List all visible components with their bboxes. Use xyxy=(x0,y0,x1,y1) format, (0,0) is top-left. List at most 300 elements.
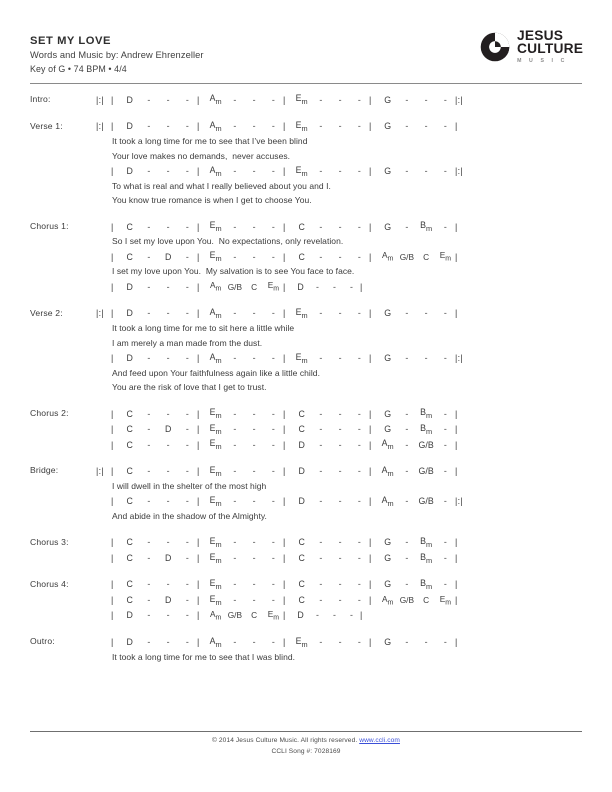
beat-hold: - xyxy=(443,466,447,477)
measure xyxy=(283,352,369,365)
beat-hold: - xyxy=(357,221,361,232)
beats xyxy=(378,95,455,105)
barline: | xyxy=(283,424,286,435)
barline: | xyxy=(369,579,372,590)
barline: | xyxy=(369,424,372,435)
chord-line xyxy=(96,119,582,135)
chord-symbol: G/B xyxy=(418,439,434,450)
beat-hold: - xyxy=(185,594,189,605)
measure xyxy=(197,120,283,133)
beats xyxy=(206,609,283,622)
chord-symbol: $E_m$ xyxy=(209,422,222,436)
beat-hold: - xyxy=(443,353,447,363)
section-chorus4 xyxy=(30,577,582,624)
section-spacer xyxy=(30,108,582,119)
chord-symbol: $E_m$ xyxy=(295,164,308,178)
section-spacer xyxy=(30,295,582,306)
beat-hold: - xyxy=(166,439,170,450)
measure xyxy=(197,495,283,508)
measure xyxy=(283,496,369,506)
beat-hold: - xyxy=(338,537,342,548)
chord-symbol: $E_m$ xyxy=(439,250,452,264)
beat-hold: - xyxy=(252,408,256,419)
logo-line-culture: CULTURE xyxy=(517,40,584,56)
ccli-website-link[interactable]: www.ccli.com xyxy=(359,737,400,744)
repeat-end-mark: | xyxy=(455,121,458,132)
barline: | xyxy=(111,537,114,548)
beat-hold: - xyxy=(338,221,342,232)
beats xyxy=(206,352,283,365)
chord-symbol: $A_m$ xyxy=(209,351,222,365)
beats xyxy=(292,307,369,320)
section-intro xyxy=(30,92,582,108)
measure xyxy=(369,637,455,647)
section-verse1 xyxy=(30,119,582,208)
barline: | xyxy=(197,353,200,363)
section-label: Chorus 2: xyxy=(30,407,69,418)
measure xyxy=(283,466,369,476)
beat-hold: - xyxy=(443,221,447,232)
chord-symbol: C xyxy=(423,594,430,605)
measure xyxy=(197,250,283,263)
chord-symbol: C xyxy=(251,610,258,621)
repeat-end-mark: | xyxy=(455,552,458,563)
barline: | xyxy=(197,424,200,435)
barline: | xyxy=(197,94,200,105)
chord-line xyxy=(96,421,582,437)
beat-hold: - xyxy=(166,165,170,176)
beat-hold: - xyxy=(319,424,323,435)
beat-hold: - xyxy=(333,610,336,621)
beat-hold: - xyxy=(185,251,189,262)
section-lines xyxy=(96,92,582,108)
chord-symbol: D xyxy=(126,165,133,176)
measure xyxy=(111,466,197,476)
beats xyxy=(120,409,197,419)
barline: | xyxy=(197,121,200,132)
section-lines xyxy=(96,634,582,664)
beats xyxy=(378,166,455,176)
measure xyxy=(111,353,197,363)
repeat-end-mark: | xyxy=(455,424,458,435)
beat-hold: - xyxy=(443,537,447,548)
chord-line xyxy=(96,219,582,235)
beat-hold: - xyxy=(271,353,275,363)
measure xyxy=(283,282,369,292)
section-spacer xyxy=(30,452,582,463)
beat-hold: - xyxy=(350,281,353,292)
beats xyxy=(120,252,197,262)
beats xyxy=(120,553,197,563)
barline: | xyxy=(197,165,200,176)
beat-hold: - xyxy=(252,251,256,262)
measure xyxy=(197,536,283,549)
beats xyxy=(292,93,369,106)
document-footer xyxy=(0,736,612,757)
measure xyxy=(197,578,283,591)
chord-symbol: D xyxy=(297,610,304,621)
beat-hold: - xyxy=(233,424,237,435)
beat-hold: - xyxy=(357,552,361,563)
measure xyxy=(369,220,455,233)
beat-hold: - xyxy=(271,579,275,590)
chord-symbol: G xyxy=(384,308,392,319)
measure xyxy=(283,579,369,589)
section-lines xyxy=(96,119,582,208)
ccli-song-number: CCLI Song #: 7028169 xyxy=(271,748,341,755)
barline: | xyxy=(360,610,363,621)
beat-hold: - xyxy=(338,594,342,605)
beat-hold: - xyxy=(338,579,342,590)
beat-hold: - xyxy=(185,281,189,292)
beat-hold: - xyxy=(316,610,319,621)
section-lines xyxy=(96,577,582,624)
measure xyxy=(283,553,369,563)
beat-hold: - xyxy=(357,594,361,605)
beat-hold: - xyxy=(443,165,447,176)
chord-symbol: $E_m$ xyxy=(439,593,452,607)
section-lines xyxy=(96,306,582,395)
barline: | xyxy=(111,165,114,176)
beat-hold: - xyxy=(166,121,170,132)
barline: | xyxy=(369,353,372,363)
barline: | xyxy=(369,594,372,605)
measure xyxy=(283,636,369,649)
beats xyxy=(206,465,283,478)
section-verse2 xyxy=(30,306,582,395)
lyric-line: And feed upon Your faithfulness again like a little child. xyxy=(112,367,320,378)
repeat-end-mark: | xyxy=(455,439,458,450)
beats xyxy=(120,466,197,476)
chord-symbol: $B_m$ xyxy=(420,407,433,421)
lyric-line: You are the risk of love that I get to trust. xyxy=(112,382,267,393)
beats xyxy=(120,595,197,605)
beat-hold: - xyxy=(405,439,409,450)
barline: | xyxy=(283,94,286,105)
barline: | xyxy=(111,636,114,647)
beat-hold: - xyxy=(147,121,151,132)
chord-symbol: G xyxy=(384,636,392,647)
beat-hold: - xyxy=(185,424,189,435)
song-credit: Words and Music by: Andrew Ehrenzeller xyxy=(30,50,204,60)
measure xyxy=(283,252,369,262)
barline: | xyxy=(369,552,372,563)
chord-line xyxy=(96,577,582,593)
beat-hold: - xyxy=(405,496,409,507)
section-spacer xyxy=(30,566,582,577)
beat-hold: - xyxy=(252,308,256,319)
barline: | xyxy=(111,94,114,105)
section-label: Chorus 3: xyxy=(30,536,69,547)
beat-hold: - xyxy=(166,221,170,232)
measure xyxy=(197,352,283,365)
section-chorus3 xyxy=(30,535,582,566)
chord-symbol: $E_m$ xyxy=(209,494,222,508)
beat-hold: - xyxy=(350,610,353,621)
section-bridge xyxy=(30,463,582,523)
beat-hold: - xyxy=(185,353,189,363)
chord-symbol: C xyxy=(298,594,305,605)
measure xyxy=(283,610,369,620)
beats xyxy=(120,282,197,292)
beats xyxy=(292,553,369,563)
measure xyxy=(283,440,369,450)
chord-symbol: $E_m$ xyxy=(267,609,280,622)
beat-hold: - xyxy=(424,94,428,105)
beats xyxy=(378,578,455,591)
beat-hold: - xyxy=(333,281,336,292)
measure xyxy=(369,308,455,318)
measure xyxy=(283,93,369,106)
repeat-end-mark: | xyxy=(455,594,458,605)
section-chorus1 xyxy=(30,219,582,295)
chord-symbol: G xyxy=(384,552,392,563)
logo-wordmark xyxy=(517,30,582,65)
beat-hold: - xyxy=(338,439,342,450)
chord-symbol: $B_m$ xyxy=(420,578,433,591)
chord-symbol: C xyxy=(298,251,305,262)
lyric-line: And abide in the shadow of the Almighty. xyxy=(112,511,267,522)
beat-hold: - xyxy=(316,281,319,292)
lyric-line: It took a long time for me to see that I’ve been blind xyxy=(112,136,308,146)
measure xyxy=(111,252,197,262)
chord-symbol: $E_m$ xyxy=(209,536,222,549)
measure xyxy=(369,495,455,508)
barline: | xyxy=(111,466,114,477)
chord-symbol: $A_m$ xyxy=(209,119,222,133)
repeat-end-mark: | xyxy=(455,537,458,548)
chord-symbol: G xyxy=(384,579,392,590)
measure xyxy=(283,307,369,320)
beats xyxy=(120,637,197,647)
beat-hold: - xyxy=(405,353,409,363)
beat-hold: - xyxy=(271,424,275,435)
beat-hold: - xyxy=(271,308,275,319)
beats xyxy=(378,637,455,647)
beat-hold: - xyxy=(338,251,342,262)
beat-hold: - xyxy=(271,221,275,232)
chord-symbol: $A_m$ xyxy=(209,164,222,178)
section-spacer xyxy=(30,208,582,219)
barline: | xyxy=(197,308,200,319)
measure xyxy=(369,423,455,436)
beat-hold: - xyxy=(252,165,256,176)
beat-hold: - xyxy=(319,251,323,262)
beat-hold: - xyxy=(338,496,342,507)
beats xyxy=(120,440,197,450)
beats xyxy=(206,438,283,451)
beat-hold: - xyxy=(443,552,447,563)
beats xyxy=(206,120,283,133)
chord-symbol: C xyxy=(126,439,133,450)
beat-hold: - xyxy=(357,466,361,477)
beats xyxy=(206,578,283,591)
barline: | xyxy=(197,537,200,548)
beat-hold: - xyxy=(271,537,275,548)
beats xyxy=(206,636,283,649)
measure xyxy=(197,93,283,106)
beat-hold: - xyxy=(319,537,323,548)
beat-hold: - xyxy=(147,552,151,563)
barline: | xyxy=(283,610,286,621)
chord-symbol: C xyxy=(126,579,133,590)
beats xyxy=(378,536,455,549)
beat-hold: - xyxy=(271,466,275,477)
chord-symbol: $A_m$ xyxy=(209,306,222,320)
beat-hold: - xyxy=(233,537,237,548)
chord-symbol: G/B xyxy=(227,610,243,621)
beat-hold: - xyxy=(166,94,170,105)
chord-symbol: C xyxy=(298,408,305,419)
chord-symbol: C xyxy=(126,408,133,419)
barline: | xyxy=(283,466,286,477)
beat-hold: - xyxy=(424,353,428,363)
section-label: Outro: xyxy=(30,636,55,647)
beat-hold: - xyxy=(271,165,275,176)
beats xyxy=(292,282,360,292)
beat-hold: - xyxy=(338,121,342,132)
barline: | xyxy=(197,251,200,262)
lyric-line: I will dwell in the shelter of the most high xyxy=(112,480,267,491)
beats xyxy=(292,595,369,605)
measure xyxy=(369,166,455,176)
beats xyxy=(292,636,369,649)
measure xyxy=(111,553,197,563)
beat-hold: - xyxy=(166,496,170,507)
lyric-line: It took a long time for me to see that I was blind. xyxy=(112,651,296,662)
beat-hold: - xyxy=(357,424,361,435)
beat-hold: - xyxy=(405,221,409,232)
barline: | xyxy=(369,496,372,507)
beat-hold: - xyxy=(233,552,237,563)
barline: | xyxy=(283,408,286,419)
beats xyxy=(292,252,369,262)
beat-hold: - xyxy=(252,439,256,450)
barline: | xyxy=(283,251,286,262)
measure xyxy=(369,552,455,565)
measure xyxy=(197,407,283,420)
lyric-line: You know true romance is when I get to choose You. xyxy=(112,195,312,206)
beat-hold: - xyxy=(338,353,342,363)
section-outro xyxy=(30,634,582,664)
barline: | xyxy=(111,496,114,507)
measure xyxy=(283,537,369,547)
repeat-start-mark: |:| xyxy=(96,466,105,477)
beat-hold: - xyxy=(424,121,428,132)
barline: | xyxy=(360,281,363,292)
beat-hold: - xyxy=(233,594,237,605)
chord-symbol: C xyxy=(126,251,133,262)
beat-hold: - xyxy=(443,439,447,450)
chord-symbol: $A_m$ xyxy=(381,250,394,264)
measure xyxy=(283,424,369,434)
beat-hold: - xyxy=(357,165,361,176)
beat-hold: - xyxy=(185,537,189,548)
beats xyxy=(120,610,197,620)
measure xyxy=(111,496,197,506)
repeat-end-mark: |:| xyxy=(455,496,464,507)
chord-symbol: D xyxy=(126,281,133,292)
measure xyxy=(369,465,455,478)
barline: | xyxy=(111,552,114,563)
chord-line xyxy=(96,92,582,108)
beat-hold: - xyxy=(357,537,361,548)
chord-symbol: G/B xyxy=(418,496,434,507)
chord-line xyxy=(96,249,582,265)
chord-symbol: $A_m$ xyxy=(381,494,394,508)
repeat-end-mark: | xyxy=(455,466,458,477)
repeat-end-mark: | xyxy=(455,251,458,262)
barline: | xyxy=(111,221,114,232)
beat-hold: - xyxy=(185,121,189,132)
beats xyxy=(378,552,455,565)
barline: | xyxy=(283,594,286,605)
lyric-line: It took a long time for me to sit here a little while xyxy=(112,323,295,334)
barline: | xyxy=(111,424,114,435)
measure xyxy=(111,595,197,605)
beats xyxy=(292,579,369,589)
beat-hold: - xyxy=(252,579,256,590)
barline: | xyxy=(283,281,286,292)
chord-symbol: $E_m$ xyxy=(209,464,222,478)
chord-symbol: $B_m$ xyxy=(420,536,433,549)
repeat-end-mark: | xyxy=(455,579,458,590)
beat-hold: - xyxy=(147,636,151,647)
chord-symbol: $E_m$ xyxy=(209,407,222,421)
beat-hold: - xyxy=(147,594,151,605)
chord-line xyxy=(96,634,582,650)
chord-symbol: $E_m$ xyxy=(209,593,222,607)
beats xyxy=(292,466,369,476)
beat-hold: - xyxy=(271,552,275,563)
beat-hold: - xyxy=(443,579,447,590)
measure xyxy=(369,95,455,105)
chord-symbol: G/B xyxy=(418,466,434,477)
beat-hold: - xyxy=(252,496,256,507)
chord-line xyxy=(96,306,582,322)
repeat-end-mark: | xyxy=(455,408,458,419)
barline: | xyxy=(283,121,286,132)
beats xyxy=(120,95,197,105)
beats xyxy=(120,166,197,176)
barline: | xyxy=(283,579,286,590)
measure xyxy=(111,222,197,232)
lyric-line: So I set my love upon You. No expectations, only revelation. xyxy=(112,236,344,247)
beat-hold: - xyxy=(252,594,256,605)
beats xyxy=(292,409,369,419)
chord-symbol: D xyxy=(298,439,305,450)
beat-hold: - xyxy=(233,408,237,419)
barline: | xyxy=(111,251,114,262)
section-label: Intro: xyxy=(30,94,51,104)
chord-symbol: $E_m$ xyxy=(295,306,308,320)
beat-hold: - xyxy=(443,636,447,647)
beat-hold: - xyxy=(166,537,170,548)
chord-symbol: C xyxy=(423,251,430,262)
chord-symbol: $E_m$ xyxy=(267,280,280,294)
beat-hold: - xyxy=(233,466,237,477)
barline: | xyxy=(197,496,200,507)
beat-hold: - xyxy=(357,121,361,132)
barline: | xyxy=(283,537,286,548)
chord-symbol: D xyxy=(126,353,133,363)
barline: | xyxy=(111,579,114,590)
header-divider xyxy=(30,83,582,84)
beats xyxy=(378,594,455,607)
barline: | xyxy=(283,636,286,647)
beat-hold: - xyxy=(147,281,151,292)
barline: | xyxy=(197,281,200,292)
